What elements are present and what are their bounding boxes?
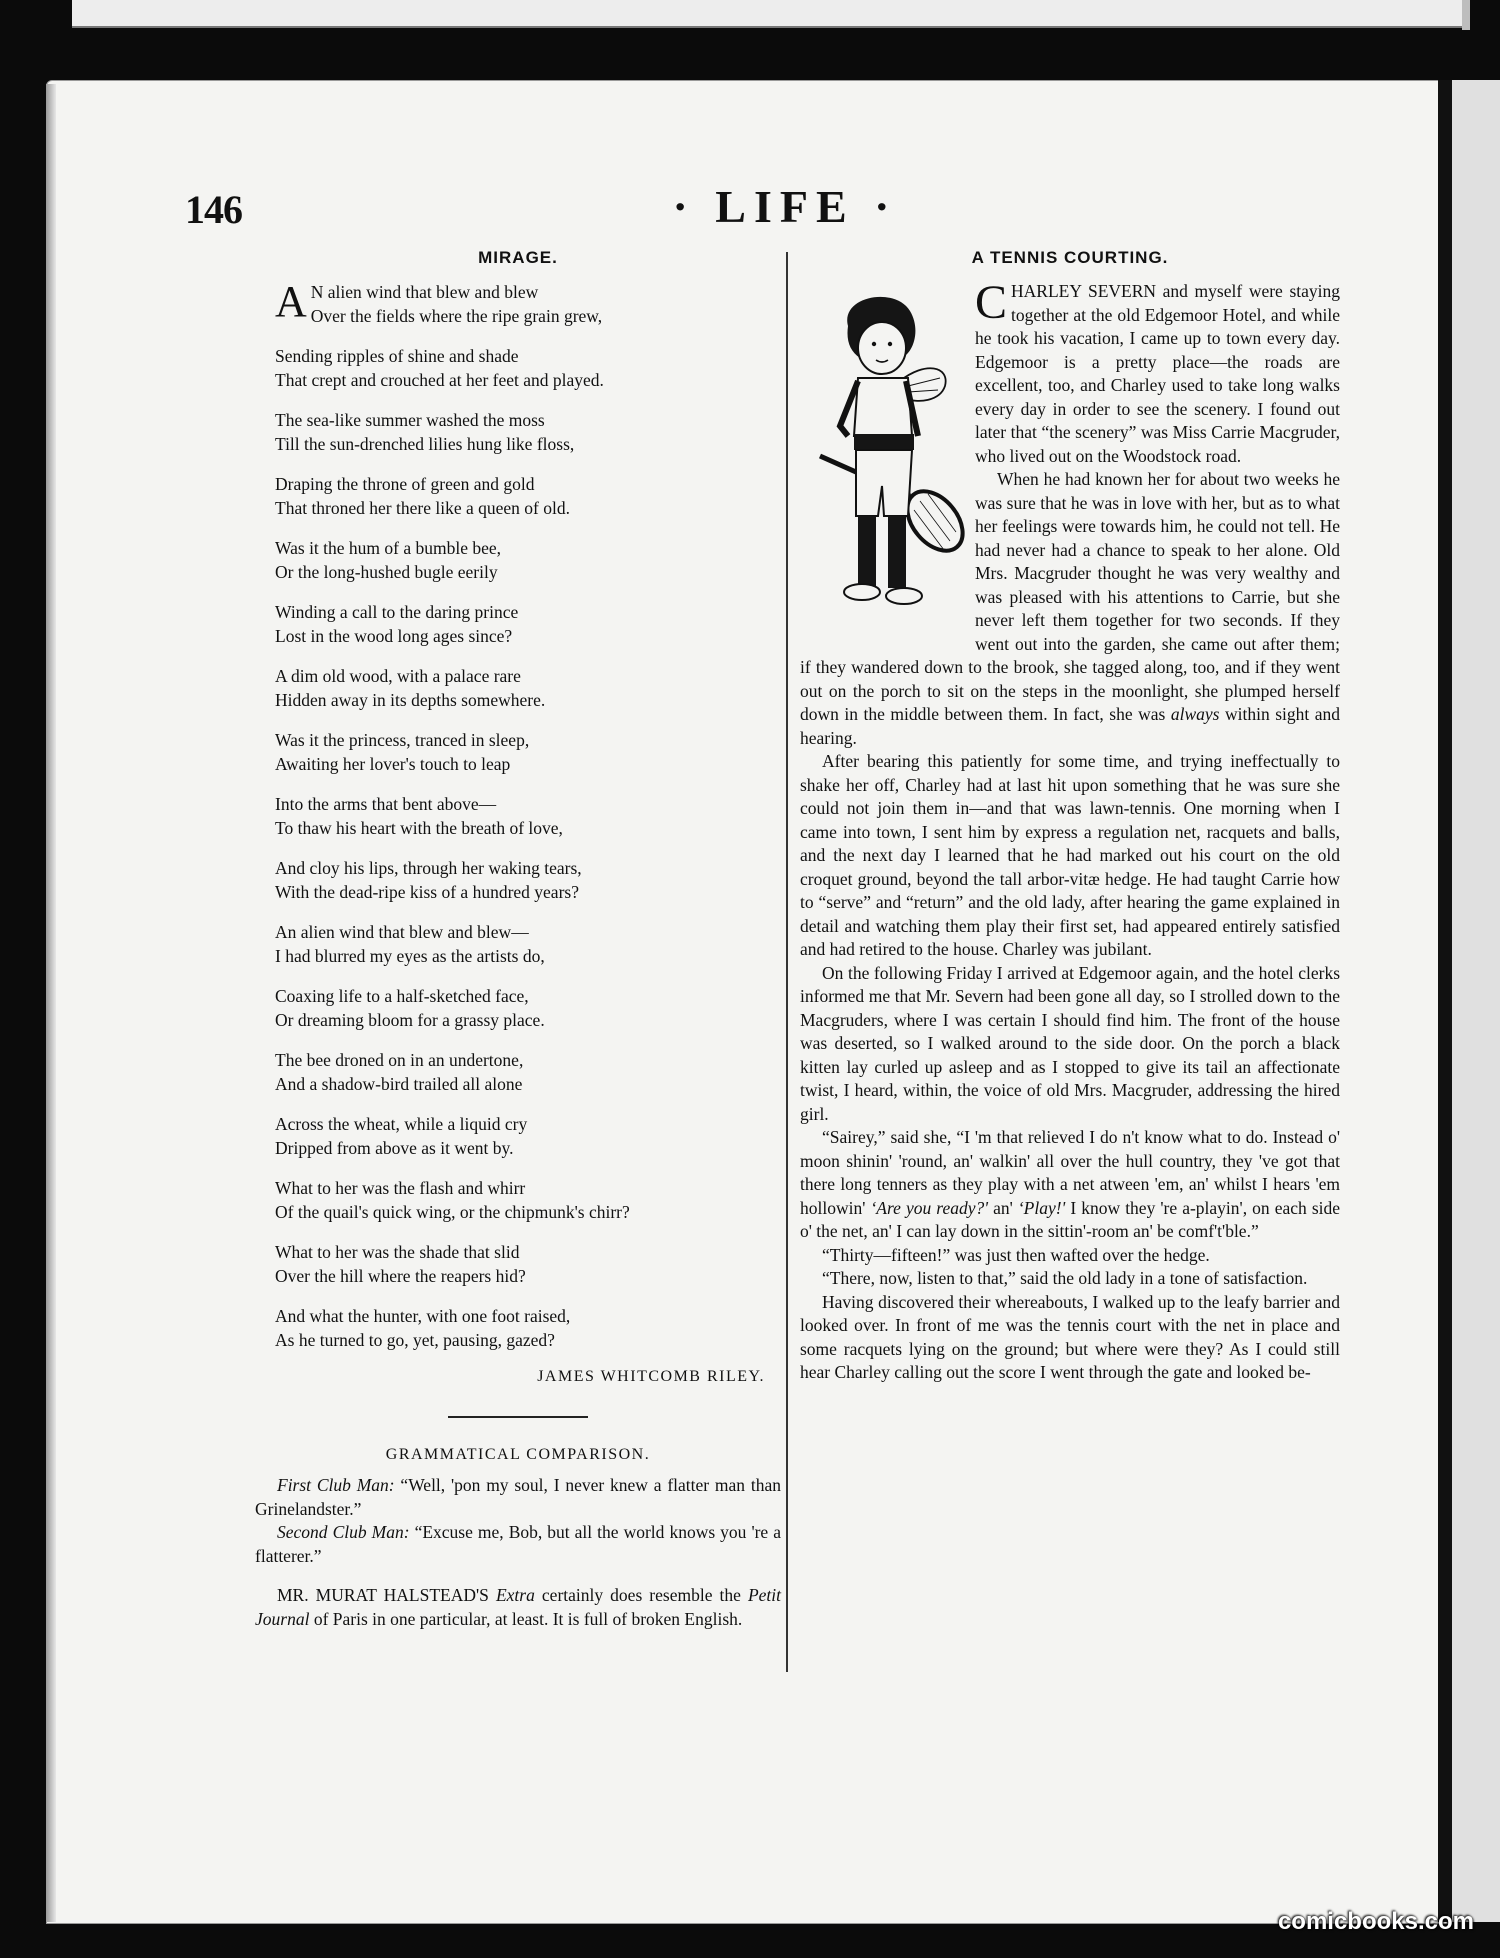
speaker-text: “Excuse me, Bob, but all the world knows you 're a flatterer.” bbox=[255, 1522, 781, 1566]
poem-line: Hidden away in its depths somewhere. bbox=[275, 690, 546, 710]
poem-stanza bbox=[275, 664, 781, 712]
poem-line: An alien wind that blew and blew— bbox=[275, 922, 529, 942]
page-number: 146 bbox=[185, 187, 242, 232]
poem-title: MIRAGE. bbox=[478, 248, 558, 267]
poem-line: Lost in the wood long ages since? bbox=[275, 626, 513, 646]
next-page-sliver-top bbox=[1462, 0, 1470, 30]
story-emphasis: ‘Are you ready?' bbox=[870, 1197, 988, 1218]
poem-line: Awaiting her lover's touch to leap bbox=[275, 754, 511, 774]
poem-line: Coaxing life to a half-sketched face, bbox=[275, 986, 529, 1006]
halstead-name: MR. MURAT HALSTEAD'S bbox=[277, 1585, 489, 1605]
halstead-petit: Petit Journal bbox=[255, 1585, 782, 1629]
poem-stanza bbox=[275, 1176, 781, 1224]
speaker-label: First Club Man: bbox=[277, 1475, 395, 1495]
poem-body bbox=[275, 277, 781, 1352]
joke-title: GRAMMATICAL COMPARISON. bbox=[385, 1446, 651, 1463]
poem-line: I had blurred my eyes as the artists do, bbox=[275, 946, 545, 966]
story-paragraph-7: “There, now, listen to that,” said the old lady in a tone of satisfaction. bbox=[822, 1268, 1308, 1288]
poem-line: Over the hill where the reapers hid? bbox=[275, 1266, 526, 1286]
poem-line: Sending ripples of shine and shade bbox=[275, 346, 519, 366]
poem-stanza bbox=[275, 728, 781, 776]
right-column bbox=[800, 248, 1340, 1385]
poem-line: Of the quail's quick wing, or the chipmunk's chirr? bbox=[275, 1202, 630, 1222]
story-text: HARLEY SEVERN and myself were staying together at the old Edgemoor Hotel, and while he took his vacation, I came up to town every day. Edgemoor is a pretty place—the roads are excellent, too, and Charley used to take long walks every day in order to see the scenery. I found out later that “the scenery” was Miss Carrie Macgruder, who lived out on the Woodstock road. bbox=[975, 281, 1340, 466]
section-divider bbox=[448, 1416, 588, 1418]
poem-line: Or the long-hushed bugle eerily bbox=[275, 562, 498, 582]
poem-stanza bbox=[275, 408, 781, 456]
story-paragraph-6: “Thirty—fifteen!” was just then wafted over the hedge. bbox=[822, 1244, 1210, 1265]
poem-line: And what the hunter, with one foot raised, bbox=[275, 1306, 571, 1326]
previous-page-edge bbox=[72, 0, 1467, 28]
poem-line: N alien wind that blew and blew bbox=[310, 282, 539, 302]
poem-line: Till the sun-drenched lilies hung like floss, bbox=[275, 434, 575, 454]
poem-line: Draping the throne of green and gold bbox=[275, 474, 535, 494]
page-binding-edge bbox=[46, 84, 56, 1922]
story-emphasis: ‘Play!' bbox=[1017, 1197, 1066, 1218]
speaker-text: “Well, 'pon my soul, I never knew a flatter man than Grinelandster.” bbox=[255, 1475, 781, 1519]
speaker-label: Second Club Man: bbox=[277, 1522, 410, 1542]
poem-line: Dripped from above as it went by. bbox=[275, 1138, 514, 1158]
poem-line: Or dreaming bloom for a grassy place. bbox=[275, 1010, 545, 1030]
poem-line: And cloy his lips, through her waking tears, bbox=[275, 858, 582, 878]
poem-line: What to her was the shade that slid bbox=[275, 1242, 520, 1262]
poem-stanza-first bbox=[275, 277, 781, 328]
story-text: “Sairey,” said she, “I 'm that relieved I do n't know what to do. Instead o' moon shinin' 'round, an' walkin' all over the hull country, they 've got that there long tenners as they play with a net atween 'em, an' whilst I hears 'em hollowin' bbox=[800, 1127, 1340, 1218]
halstead-rest: of Paris in one particular, at least. It is full of broken English. bbox=[309, 1608, 743, 1629]
story-paragraph-5 bbox=[800, 1126, 1340, 1244]
masthead-title: · LIFE · bbox=[672, 181, 898, 232]
cupid-tennis-illustration bbox=[800, 286, 965, 646]
poem-line: Was it the princess, tranced in sleep, bbox=[275, 730, 530, 750]
poem-line: Across the wheat, while a liquid cry bbox=[275, 1114, 528, 1134]
poem-stanzas bbox=[275, 344, 781, 1352]
column-rule bbox=[786, 252, 788, 1672]
poem-line: The sea-like summer washed the moss bbox=[275, 410, 545, 430]
next-page-sliver bbox=[1452, 80, 1500, 1922]
spacer bbox=[255, 1568, 781, 1584]
source-watermark: comicbooks.com bbox=[1277, 1908, 1474, 1935]
poem-stanza bbox=[275, 1304, 781, 1352]
poem-stanza bbox=[275, 600, 781, 648]
poem-stanza bbox=[275, 472, 781, 520]
poem-line: Over the fields where the ripe grain grew, bbox=[310, 306, 603, 326]
story-paragraph-8: Having discovered their whereabouts, I walked up to the leafy barrier and looked over. In front of me was the tennis court with the net in place and some racquets lying on the ground; but where were they? As I could still hear Charley calling out the score I went through the gate and looked be- bbox=[800, 1291, 1340, 1382]
poem-line: That throned her there like a queen of old. bbox=[275, 498, 570, 518]
story-emphasis: always bbox=[1170, 704, 1220, 724]
joke-line-1 bbox=[255, 1474, 781, 1521]
halstead-extra: Extra bbox=[495, 1585, 535, 1605]
drop-cap: C bbox=[975, 276, 1008, 329]
story-title: A TENNIS COURTING. bbox=[971, 248, 1169, 267]
poem-line: With the dead-ripe kiss of a hundred years? bbox=[275, 882, 579, 902]
poem-stanza bbox=[275, 1048, 781, 1096]
poem-line: And a shadow-bird trailed all alone bbox=[275, 1074, 523, 1094]
poem-stanza bbox=[275, 536, 781, 584]
poem-line: As he turned to go, yet, pausing, gazed? bbox=[275, 1330, 555, 1350]
poem-stanza bbox=[275, 1112, 781, 1160]
halstead-paragraph bbox=[255, 1584, 781, 1631]
poem-line: What to her was the flash and whirr bbox=[275, 1178, 526, 1198]
halstead-mid: certainly does resemble the bbox=[534, 1585, 748, 1605]
left-column bbox=[255, 248, 781, 1631]
story-paragraph-4: On the following Friday I arrived at Edgemoor again, and the hotel clerks informed me that Mr. Severn had been gone all day, so I strolled down to the Macgruders, where I was certain I should find him. The front of the house was deserted, so I walked around to the side door. On the porch a black kitten lay curled up asleep and as I stopped to give its tail an affectionate twist, I heard, within, the voice of old Mrs. Macgruder, addressing the hired girl. bbox=[800, 962, 1340, 1124]
poem-line: Was it the hum of a bumble bee, bbox=[275, 538, 502, 558]
poem-stanza bbox=[275, 792, 781, 840]
poem-author: JAMES WHITCOMB RILEY. bbox=[537, 1368, 765, 1385]
story-text: an' bbox=[988, 1197, 1018, 1218]
poem-line: To thaw his heart with the breath of love, bbox=[275, 818, 563, 838]
drop-cap: A bbox=[275, 277, 307, 326]
joke-line-2 bbox=[255, 1521, 781, 1568]
poem-line: Winding a call to the daring prince bbox=[275, 602, 519, 622]
poem-stanza bbox=[275, 920, 781, 968]
story-text: When he had known her for about two weeks he was sure that he was in love with her, but as to what her feelings were towards him, he could not tell. He had never had a chance to speak to her alone. Old Mrs. Macgruder thought he was very wealthy and was pleased with his attentions to Carrie, but she never left them together for two seconds. If they went out into the garden, she came out after them; if they wandered down to the brook, she tagged along, too, and if they went out on the porch to sit on the steps in the moonlight, she plumped herself down in the middle between them. In fact, she was bbox=[800, 469, 1340, 724]
poem-stanza bbox=[275, 856, 781, 904]
poem-stanza bbox=[275, 984, 781, 1032]
poem-line: That crept and crouched at her feet and played. bbox=[275, 370, 604, 390]
poem-stanza bbox=[275, 1240, 781, 1288]
poem-line: A dim old wood, with a palace rare bbox=[275, 666, 521, 686]
poem-line: Into the arms that bent above— bbox=[275, 794, 497, 814]
poem-stanza bbox=[275, 344, 781, 392]
story-text: within sight and hearing. bbox=[800, 704, 1341, 748]
story-paragraph-3: After bearing this patiently for some time, and trying ineffectually to shake her off, Charley had at last hit upon something that he was sure she could not join them in—and that was lawn-tennis. One morning when I came into town, I sent him by express a regulation net, racquets and balls, and the next day I learned that he had marked out his court on the old croquet ground, beyond the tall arbor-vitæ hedge. He had taught Carrie how to “serve” and “return” and the old lady, after hearing the game explained in detail and watching them play their first set, had appeared entirely satisfied and had retired to the house. Charley was jubilant. bbox=[800, 751, 1340, 959]
poem-line: The bee droned on in an undertone, bbox=[275, 1050, 524, 1070]
page-gutter bbox=[1438, 80, 1452, 1922]
story-text: I know they 're a-playin', on each side o' the net, an' I can lay down in the sittin'-room an' be comf't'ble.” bbox=[800, 1197, 1341, 1241]
